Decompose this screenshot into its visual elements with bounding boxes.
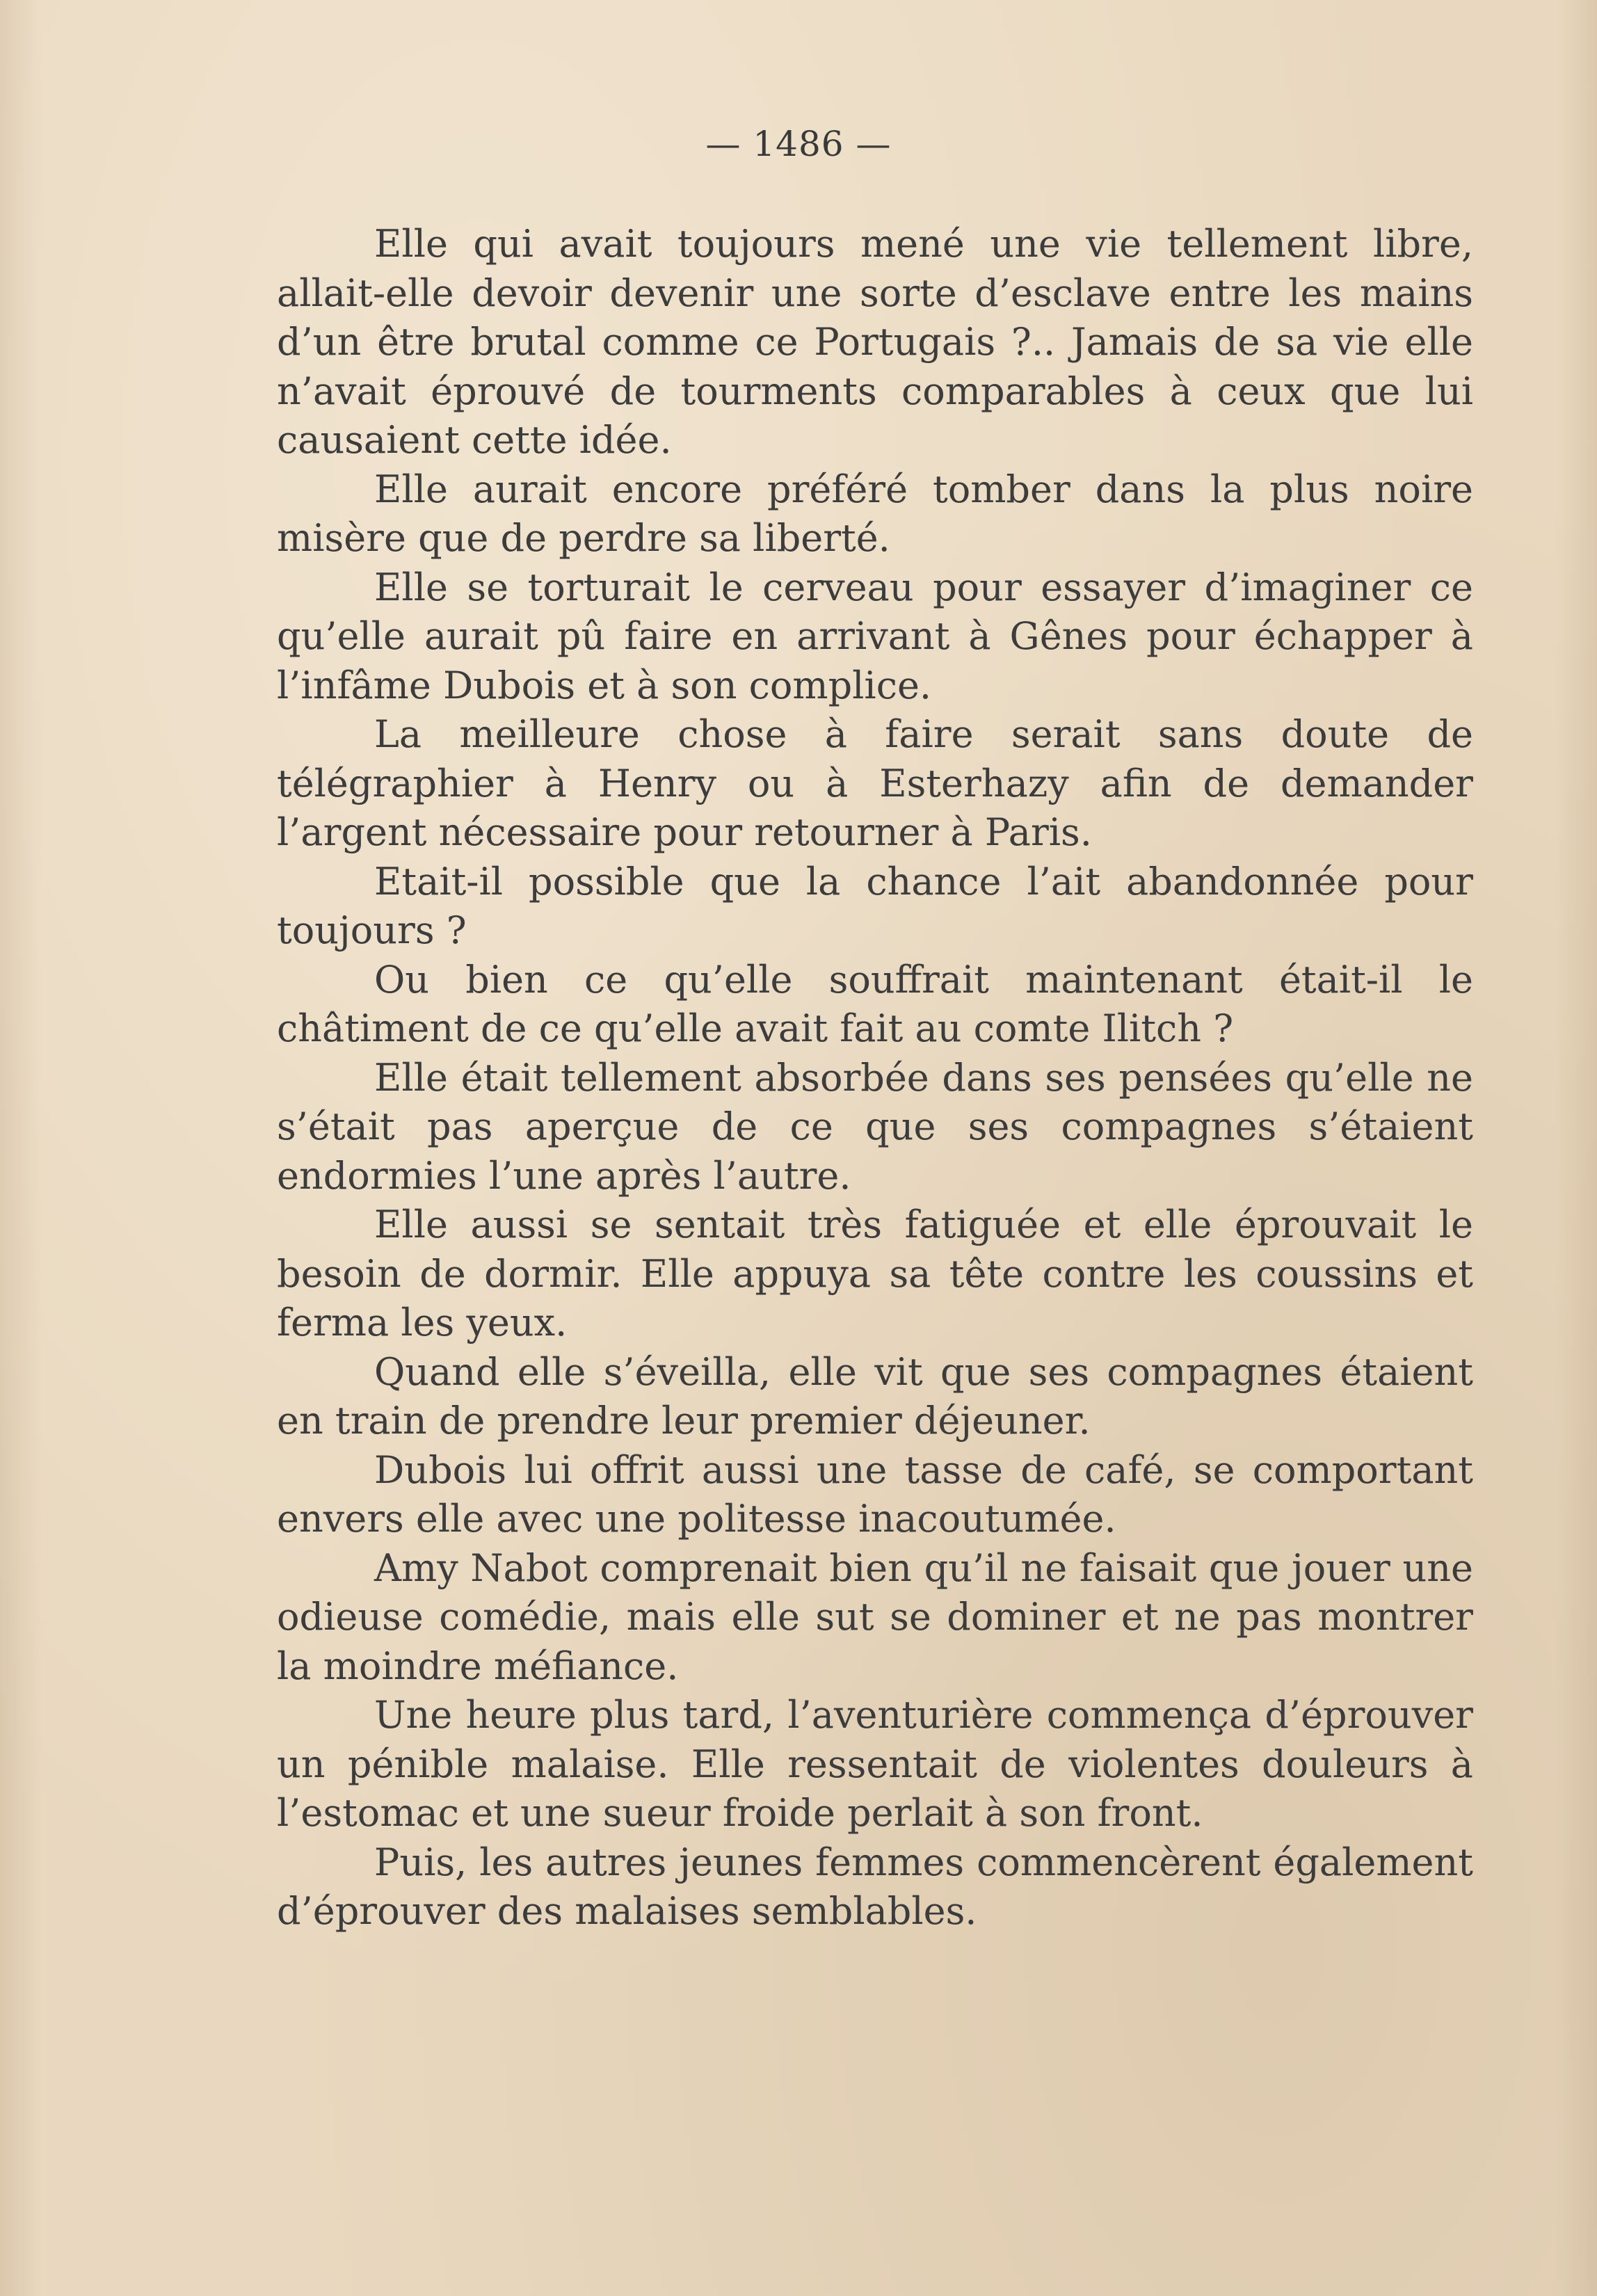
paragraph: Amy Nabot comprenait bien qu’il ne faisait que jouer une odieuse comédie, mais elle sut se dominer et ne pas montrer la moindre méfiance. — [277, 1546, 1473, 1688]
body-text — [277, 220, 1473, 1936]
paragraph: Elle se torturait le cerveau pour essayer d’imaginer ce qu’elle aurait pû faire en arrivant à Gênes pour échapper à l’infâme Dubois et à son complice. — [277, 565, 1473, 707]
paragraph: Elle était tellement absorbée dans ses pensées qu’elle ne s’était pas aperçue de ce que ses compagnes s’étaient endormies l’une après l’autre. — [277, 1055, 1473, 1198]
paragraph: Elle aussi se sentait très fatiguée et elle éprouvait le besoin de dormir. Elle appuya sa tête contre les coussins et ferma les yeux. — [277, 1203, 1473, 1344]
paragraph: La meilleure chose à faire serait sans doute de télégraphier à Henry ou à Esterhazy afin de demander l’argent nécessaire pour retourner à Paris. — [277, 712, 1473, 854]
paragraph: Elle aurait encore préféré tomber dans la plus noire misère que de perdre sa liberté. — [277, 467, 1473, 560]
page-number: — 1486 — — [705, 124, 892, 164]
paragraph: Dubois lui offrit aussi une tasse de café, se comportant envers elle avec une politesse inacoutumée. — [277, 1447, 1473, 1541]
paragraph: Etait-il possible que la chance l’ait abandonnée pour toujours ? — [277, 859, 1473, 952]
paragraph: Elle qui avait toujours mené une vie tellement libre, allait-elle devoir devenir une sorte d’esclave entre les mains d’un être brutal comme ce Portugais ?.. Jamais de sa vie elle n’avait éprouvé de tourments comparables à ceux que lui causaient cette idée. — [277, 222, 1473, 462]
paragraph: Quand elle s’éveilla, elle vit que ses compagnes étaient en train de prendre leur premier déjeuner. — [277, 1349, 1473, 1443]
paragraph: Puis, les autres jeunes femmes commencèrent également d’éprouver des malaises semblables. — [277, 1840, 1473, 1933]
paragraph: Ou bien ce qu’elle souffrait maintenant était-il le châtiment de ce qu’elle avait fait au comte Ilitch ? — [277, 957, 1473, 1050]
paragraph: Une heure plus tard, l’aventurière commença d’éprouver un pénible malaise. Elle ressentait de violentes douleurs à l’estomac et une sueur froide perlait à son front. — [277, 1693, 1473, 1835]
